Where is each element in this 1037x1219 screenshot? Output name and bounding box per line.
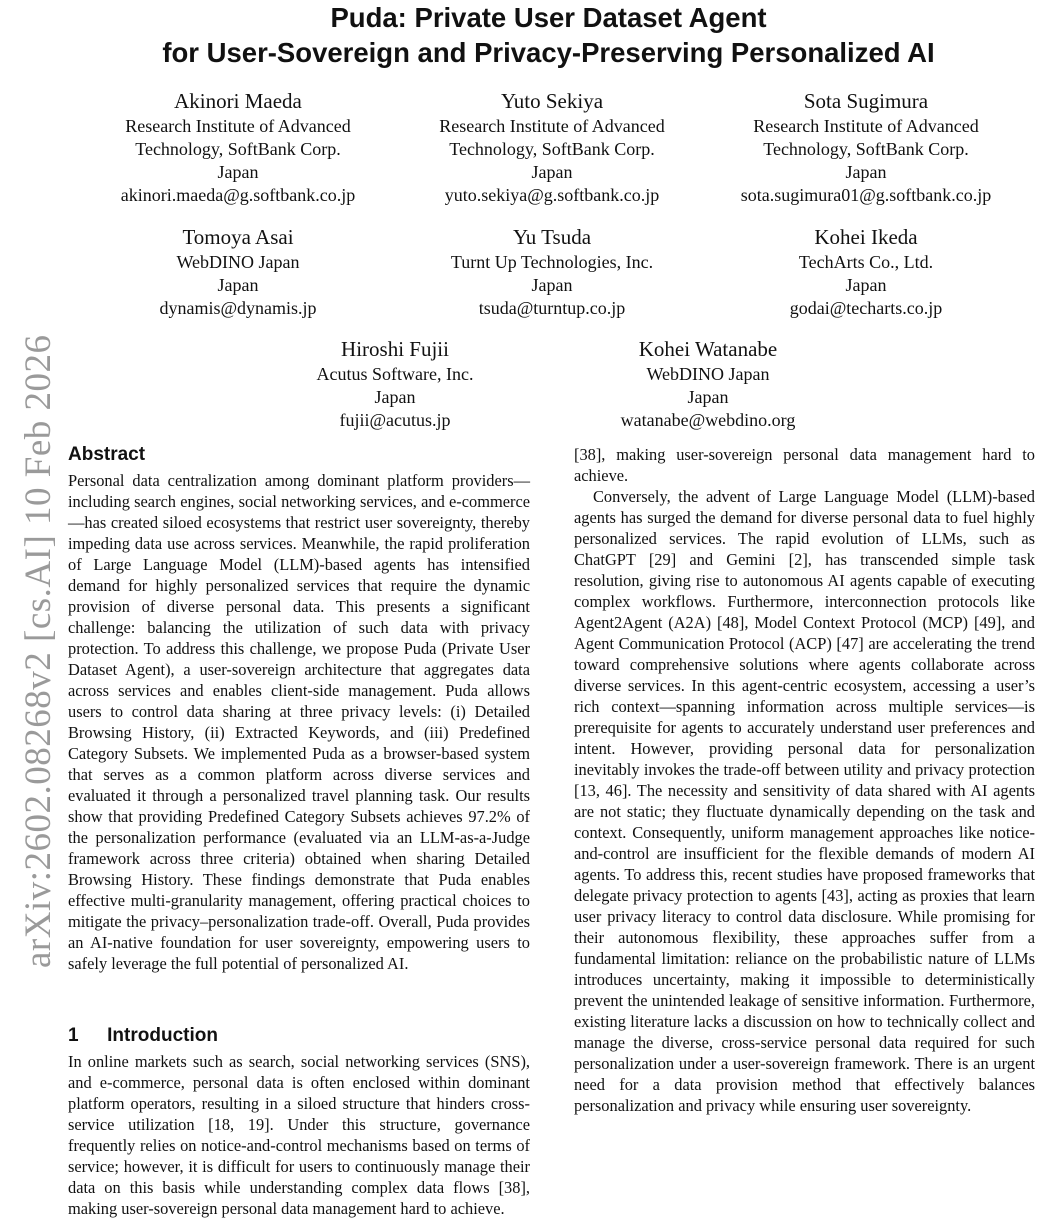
section-title: Introduction bbox=[107, 1025, 218, 1046]
author-email[interactable]: tsuda@turntup.co.jp bbox=[478, 298, 626, 318]
author-block bbox=[402, 88, 702, 207]
author-country: Japan bbox=[687, 387, 729, 407]
author-email[interactable]: fujii@acutus.jp bbox=[339, 410, 451, 430]
intro-paragraph-1: In online markets such as search, social networking services (SNS), and e-commerce, personal data is often enclosed within dominant platform operators, resulting in a siloed structure that hinders cross-service utilization [18, 19]. Under this structure, governance frequently relies on notice-and-control mechanisms based on terms of service; however, it is difficult for users to continuously manage their data on this basis while understanding complex data flows [38], making user-sovereign personal data management hard to achieve. bbox=[68, 1052, 530, 1218]
author-name: Sota Sugimura bbox=[803, 89, 929, 113]
author-block bbox=[402, 224, 702, 320]
introduction-right-column bbox=[574, 444, 1035, 1116]
author-affiliation: Research Institute of Advanced bbox=[439, 116, 665, 136]
author-name: Yu Tsuda bbox=[512, 225, 592, 249]
author-email[interactable]: dynamis@dynamis.jp bbox=[159, 298, 317, 318]
author-country: Japan bbox=[531, 162, 573, 182]
intro-paragraph-1-continued: [38], making user-sovereign personal data management hard to achieve. bbox=[574, 445, 1035, 485]
author-affiliation: WebDINO Japan bbox=[176, 252, 300, 272]
author-name: Kohei Ikeda bbox=[814, 225, 918, 249]
author-email[interactable]: akinori.maeda@g.softbank.co.jp bbox=[120, 185, 356, 205]
abstract-text: Personal data centralization among dominant platform providers—including search engines, social networking services, and e-commerce—has created siloed ecosystems that restrict user sovereignty, thereby impeding data use across services. Meanwhile, the rapid proliferation of Large Language Model (LLM)-based agents has intensified demand for highly personalized services that require the dynamic provision of diverse personal data. This presents a significant challenge: balancing the utilization of such data with privacy protection. To address this challenge, we propose Puda (Private User Dataset Agent), a user-sovereign architecture that aggregates data across services and enables client-side management. Puda allows users to control data sharing at three privacy levels: (i) Detailed Browsing History, (ii) Extracted Keywords, and (iii) Predefined Category Subsets. We implemented Puda as a browser-based system that serves as a common platform across diverse services and evaluated it through a personalized travel planning task. Our results show that providing Predefined Category Subsets achieves 97.2% of the personalization performance (evaluated via an LLM-as-a-Judge framework across three criteria) obtained when sharing Detailed Browsing History. These findings demonstrate that Puda enables effective multi-granularity management, offering practical choices to mitigate the privacy–personalization trade-off. Overall, Puda provides an AI-native foundation for user sovereignty, empowering users to safely leverage the full potential of personalized AI. bbox=[68, 471, 530, 973]
author-country: Japan bbox=[217, 275, 259, 295]
author-affiliation: Technology, SoftBank Corp. bbox=[763, 139, 969, 159]
author-country: Japan bbox=[845, 162, 887, 182]
author-affiliation: Research Institute of Advanced bbox=[125, 116, 351, 136]
author-name: Akinori Maeda bbox=[174, 89, 302, 113]
author-email[interactable]: godai@techarts.co.jp bbox=[789, 298, 943, 318]
author-name: Tomoya Asai bbox=[182, 225, 294, 249]
author-block bbox=[716, 88, 1016, 207]
author-affiliation: Acutus Software, Inc. bbox=[316, 364, 474, 384]
arxiv-stamp-text: arXiv:2602.08268v2 [cs.AI] 10 Feb 2026 bbox=[18, 334, 59, 968]
author-name: Kohei Watanabe bbox=[638, 337, 778, 361]
author-affiliation: Technology, SoftBank Corp. bbox=[135, 139, 341, 159]
author-affiliation: Turnt Up Technologies, Inc. bbox=[450, 252, 654, 272]
author-email[interactable]: yuto.sekiya@g.softbank.co.jp bbox=[444, 185, 660, 205]
title-line-1: Puda: Private User Dataset Agent bbox=[330, 2, 767, 33]
author-email[interactable]: watanabe@webdino.org bbox=[620, 410, 796, 430]
author-country: Japan bbox=[531, 275, 573, 295]
author-block bbox=[88, 88, 388, 207]
author-affiliation: Technology, SoftBank Corp. bbox=[449, 139, 655, 159]
author-block bbox=[88, 224, 388, 320]
author-block bbox=[245, 336, 545, 432]
author-email[interactable]: sota.sugimura01@g.softbank.co.jp bbox=[740, 185, 992, 205]
author-block bbox=[558, 336, 858, 432]
introduction-left-column bbox=[68, 1051, 530, 1218]
author-block bbox=[716, 224, 1016, 320]
section-number: 1 bbox=[68, 1025, 79, 1046]
author-affiliation: Research Institute of Advanced bbox=[753, 116, 979, 136]
author-name: Yuto Sekiya bbox=[500, 89, 604, 113]
author-name: Hiroshi Fujii bbox=[341, 337, 449, 361]
paper-title bbox=[60, 0, 1037, 70]
intro-paragraph-2: Conversely, the advent of Large Language Model (LLM)-based agents has surged the demand for diverse personal data to fuel highly personalized services. The rapid evolution of LLMs, such as ChatGPT [29] and Gemini [2], has transcended simple task resolution, giving rise to autonomous AI agents capable of executing complex workflows. Furthermore, interconnection protocols like Agent2Agent (A2A) [48], Model Context Protocol (MCP) [49], and Agent Communication Protocol (ACP) [47] are accelerating the trend toward comprehensive solutions where agents collaborate across diverse services. In this agent-centric ecosystem, accessing a user’s rich context—spanning information across multiple services—is prerequisite for agents to accurately understand user preferences and intent. However, providing personal data for personalization inevitably invokes the trade-off between utility and privacy protection [13, 46]. The necessity and sensitivity of data shared with AI agents are not static; they fluctuate dynamically depending on the task and context. Consequently, uniform management approaches like notice-and-control are insufficient for the flexible demands of modern AI agents. To address this, recent studies have proposed frameworks that delegate privacy protection to agents [43], acting as proxies that learn user privacy literacy to control data disclosure. While promising for their autonomous flexibility, these approaches suffer from a fundamental limitation: reliance on the probabilistic nature of LLMs introduces uncertainty, making it impossible to deterministically prevent the unintended leakage of sensitive information. Furthermore, existing literature lacks a discussion on how to technically collect and manage the diverse, cross-service personal data required for such personalization under a user-sovereign framework. There is an urgent need for a data provision method that effectively balances personalization and privacy while ensuring user sovereignty. bbox=[574, 487, 1035, 1115]
abstract-body bbox=[68, 470, 530, 974]
author-affiliation: WebDINO Japan bbox=[646, 364, 770, 384]
abstract-heading: Abstract bbox=[68, 444, 146, 465]
author-country: Japan bbox=[845, 275, 887, 295]
author-country: Japan bbox=[374, 387, 416, 407]
section-heading-introduction bbox=[68, 1024, 218, 1048]
author-affiliation: TechArts Co., Ltd. bbox=[798, 252, 934, 272]
author-country: Japan bbox=[217, 162, 259, 182]
title-line-2: for User-Sovereign and Privacy-Preserving Personalized AI bbox=[162, 37, 935, 68]
